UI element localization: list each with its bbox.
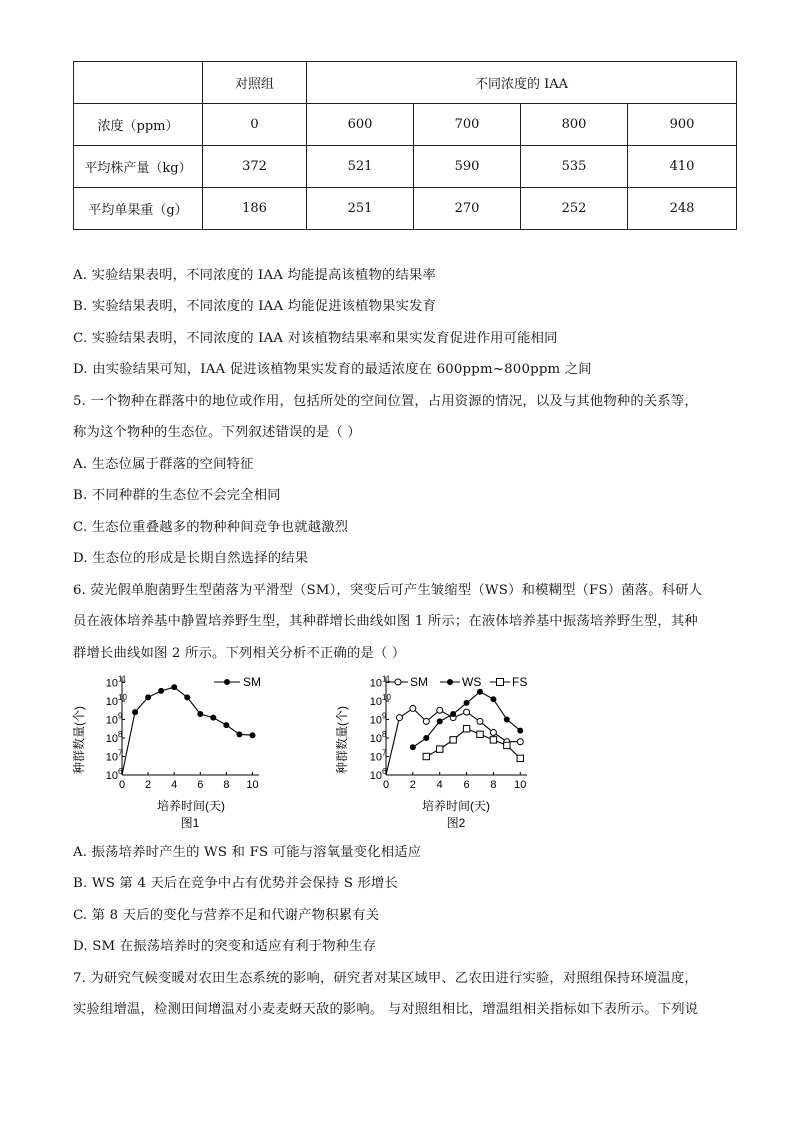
x-tick-label: 6 <box>197 779 204 791</box>
series-ws-point <box>477 689 483 695</box>
series-sm-point <box>158 688 164 694</box>
series-sm-point <box>236 731 242 737</box>
x-tick-label: 0 <box>382 779 390 791</box>
series-sm-point <box>423 718 429 724</box>
series-ws-point <box>517 728 523 734</box>
y-tick-exponent: 11 <box>382 674 391 684</box>
y-tick-label: 10 <box>369 733 382 746</box>
y-tick-label: 10 <box>105 733 118 746</box>
table-cell: 700 <box>414 104 521 146</box>
q6-stem-line1: 6. 荧光假单胞菌野生型菌落为平滑型（SM），突变后可产生皱缩型（WS）和模糊型（FS）菌落。科研人 <box>73 583 703 598</box>
figure-2-chart <box>332 668 542 833</box>
row-label-yield: 平均株产量（kg） <box>74 146 203 188</box>
y-tick-exponent: 6 <box>118 767 123 776</box>
q4-option-a: A. 实验结果表明，不同浓度的 IAA 均能提高该植物的结果率 <box>73 268 436 283</box>
row-label-fruit-weight: 平均单果重（g） <box>74 188 203 230</box>
q5-option-c: C. 生态位重叠越多的物种种间竞争也就越激烈 <box>73 520 349 535</box>
q5-option-a: A. 生态位属于群落的空间特征 <box>73 457 254 472</box>
y-tick-exponent: 8 <box>382 730 387 740</box>
table-cell: 251 <box>307 188 414 230</box>
series-sm-point <box>184 694 190 700</box>
fig1-caption: 图1 <box>180 816 200 830</box>
series-sm-point <box>132 709 138 715</box>
fig2-caption: 图2 <box>446 816 466 830</box>
table-corner <box>74 62 203 104</box>
table-cell: 248 <box>628 188 737 230</box>
table-cell: 186 <box>203 188 307 230</box>
y-tick-exponent: 10 <box>382 693 391 703</box>
series-fs-point <box>463 726 469 732</box>
legend-label: WS <box>462 675 482 689</box>
table-header-control: 对照组 <box>203 62 307 104</box>
x-tick-label: 4 <box>436 779 443 791</box>
legend-marker <box>395 679 401 685</box>
series-sm-line <box>122 687 253 775</box>
q4-option-c: C. 实验结果表明，不同浓度的 IAA 对该植物结果率和果实发育促进作用可能相同 <box>73 331 558 346</box>
table-cell: 800 <box>521 104 628 146</box>
fig1-xlabel: 培养时间(天) <box>157 799 225 813</box>
y-tick-exponent: 7 <box>382 748 387 758</box>
series-sm-point <box>437 707 443 713</box>
legend-label: FS <box>512 675 528 689</box>
figure-1-chart <box>70 668 270 833</box>
series-fs-point <box>490 737 496 743</box>
y-tick-exponent: 11 <box>118 674 127 684</box>
series-sm-point <box>464 709 470 715</box>
q6-stem-line3: 群增长曲线如图 2 所示。下列相关分析不正确的是（ ） <box>73 646 406 661</box>
q7-stem-line1: 7. 为研究气候变暖对农田生态系统的影响，研究者对某区域甲、乙农田进行实验，对照组保持环境温度， <box>73 971 698 986</box>
table-cell: 900 <box>628 104 737 146</box>
series-fs-point <box>450 737 456 743</box>
series-ws-point <box>410 744 416 750</box>
series-ws-point <box>490 696 496 702</box>
x-tick-label: 10 <box>514 779 527 791</box>
table-header-iaa: 不同浓度的 IAA <box>307 62 737 104</box>
x-tick-label: 8 <box>490 779 497 791</box>
table-cell: 270 <box>414 188 521 230</box>
iaa-results-table <box>73 61 737 230</box>
series-fs-point <box>504 742 510 748</box>
q6-option-a: A. 振荡培养时产生的 WS 和 FS 可能与溶氧量变化相适应 <box>73 845 422 860</box>
y-tick-label: 10 <box>105 751 118 764</box>
table-cell: 521 <box>307 146 414 188</box>
series-ws-point <box>423 735 429 741</box>
series-sm-point <box>210 715 216 721</box>
series-sm-point <box>477 718 483 724</box>
x-tick-label: 4 <box>171 779 178 791</box>
series-ws-point <box>450 711 456 717</box>
series-sm-point <box>396 715 402 721</box>
fig2-ylabel: 种群数量(个) <box>335 706 349 774</box>
series-sm-point <box>249 732 255 738</box>
y-tick-exponent: 6 <box>382 767 387 776</box>
legend-sm-marker <box>224 679 230 685</box>
y-tick-exponent: 10 <box>118 693 127 703</box>
q5-stem-line2: 称为这个物种的生态位。下列叙述错误的是（ ） <box>73 425 361 440</box>
table-cell: 0 <box>203 104 307 146</box>
series-sm-point <box>171 684 177 690</box>
series-fs-point <box>517 755 523 761</box>
series-fs-point <box>437 746 443 752</box>
series-ws-point <box>504 717 510 723</box>
q4-option-d: D. 由实验结果可知，IAA 促进该植物果实发育的最适浓度在 600ppm~800ppm 之间 <box>73 362 592 377</box>
y-tick-exponent: 8 <box>118 730 123 740</box>
q6-option-d: D. SM 在振荡培养时的突变和适应有利于物种生存 <box>73 939 377 954</box>
table-cell: 590 <box>414 146 521 188</box>
y-tick-label: 10 <box>105 696 118 709</box>
series-fs-point <box>423 753 429 759</box>
y-tick-label: 10 <box>369 751 382 764</box>
y-tick-exponent: 9 <box>382 711 387 721</box>
series-sm-point <box>517 739 523 745</box>
x-tick-label: 0 <box>118 779 126 791</box>
fig1-ylabel: 种群数量(个) <box>72 706 86 774</box>
y-tick-label: 10 <box>105 714 118 727</box>
legend-marker <box>447 679 453 685</box>
y-tick-exponent: 7 <box>118 748 123 758</box>
q7-stem-line2: 实验组增温，检测田间增温对小麦麦蚜天敌的影响。 与对照组相比，增温组相关指标如下表所示。下列说 <box>73 1002 699 1017</box>
legend-label: SM <box>410 675 428 689</box>
y-tick-label: 10 <box>369 696 382 709</box>
y-tick-label: 10 <box>105 677 118 690</box>
table-cell: 372 <box>203 146 307 188</box>
q5-option-b: B. 不同种群的生态位不会完全相同 <box>73 488 281 503</box>
table-cell: 535 <box>521 146 628 188</box>
y-tick-exponent: 9 <box>118 711 123 721</box>
series-sm-point <box>410 705 416 711</box>
x-tick-label: 2 <box>409 779 416 791</box>
series-sm-point <box>197 711 203 717</box>
q5-stem-line1: 5. 一个物种在群落中的地位或作用，包括所处的空间位置，占用资源的情况，以及与其他物种的关系等， <box>73 394 698 409</box>
table-cell: 410 <box>628 146 737 188</box>
fig2-xlabel: 培养时间(天) <box>422 799 490 813</box>
series-sm-point <box>145 694 151 700</box>
y-tick-label: 10 <box>369 770 382 782</box>
x-tick-label: 2 <box>145 779 152 791</box>
y-tick-label: 10 <box>369 677 382 690</box>
series-ws-point <box>437 718 443 724</box>
q6-stem-line2: 员在液体培养基中静置培养野生型，其种群增长曲线如图 1 所示；在液体培养基中振荡培养野生型，其种 <box>73 614 698 629</box>
x-tick-label: 8 <box>223 779 230 791</box>
row-label-concentration: 浓度（ppm） <box>74 104 203 146</box>
series-sm-point <box>223 722 229 728</box>
q5-option-d: D. 生态位的形成是长期自然选择的结果 <box>73 551 309 566</box>
legend-marker <box>497 679 504 686</box>
table-cell: 600 <box>307 104 414 146</box>
q6-option-c: C. 第 8 天后的变化与营养不足和代谢产物积累有关 <box>73 908 380 923</box>
y-tick-label: 10 <box>105 770 118 782</box>
y-tick-label: 10 <box>369 714 382 727</box>
series-sm-point <box>490 729 496 735</box>
x-tick-label: 10 <box>246 779 259 791</box>
legend-sm-label: SM <box>243 675 261 689</box>
q4-option-b: B. 实验结果表明，不同浓度的 IAA 均能促进该植物果实发育 <box>73 299 437 314</box>
x-tick-label: 6 <box>463 779 470 791</box>
table-cell: 252 <box>521 188 628 230</box>
q6-option-b: B. WS 第 4 天后在竞争中占有优势并会保持 S 形增长 <box>73 876 399 891</box>
series-ws-point <box>464 700 470 706</box>
series-fs-point <box>477 731 483 737</box>
